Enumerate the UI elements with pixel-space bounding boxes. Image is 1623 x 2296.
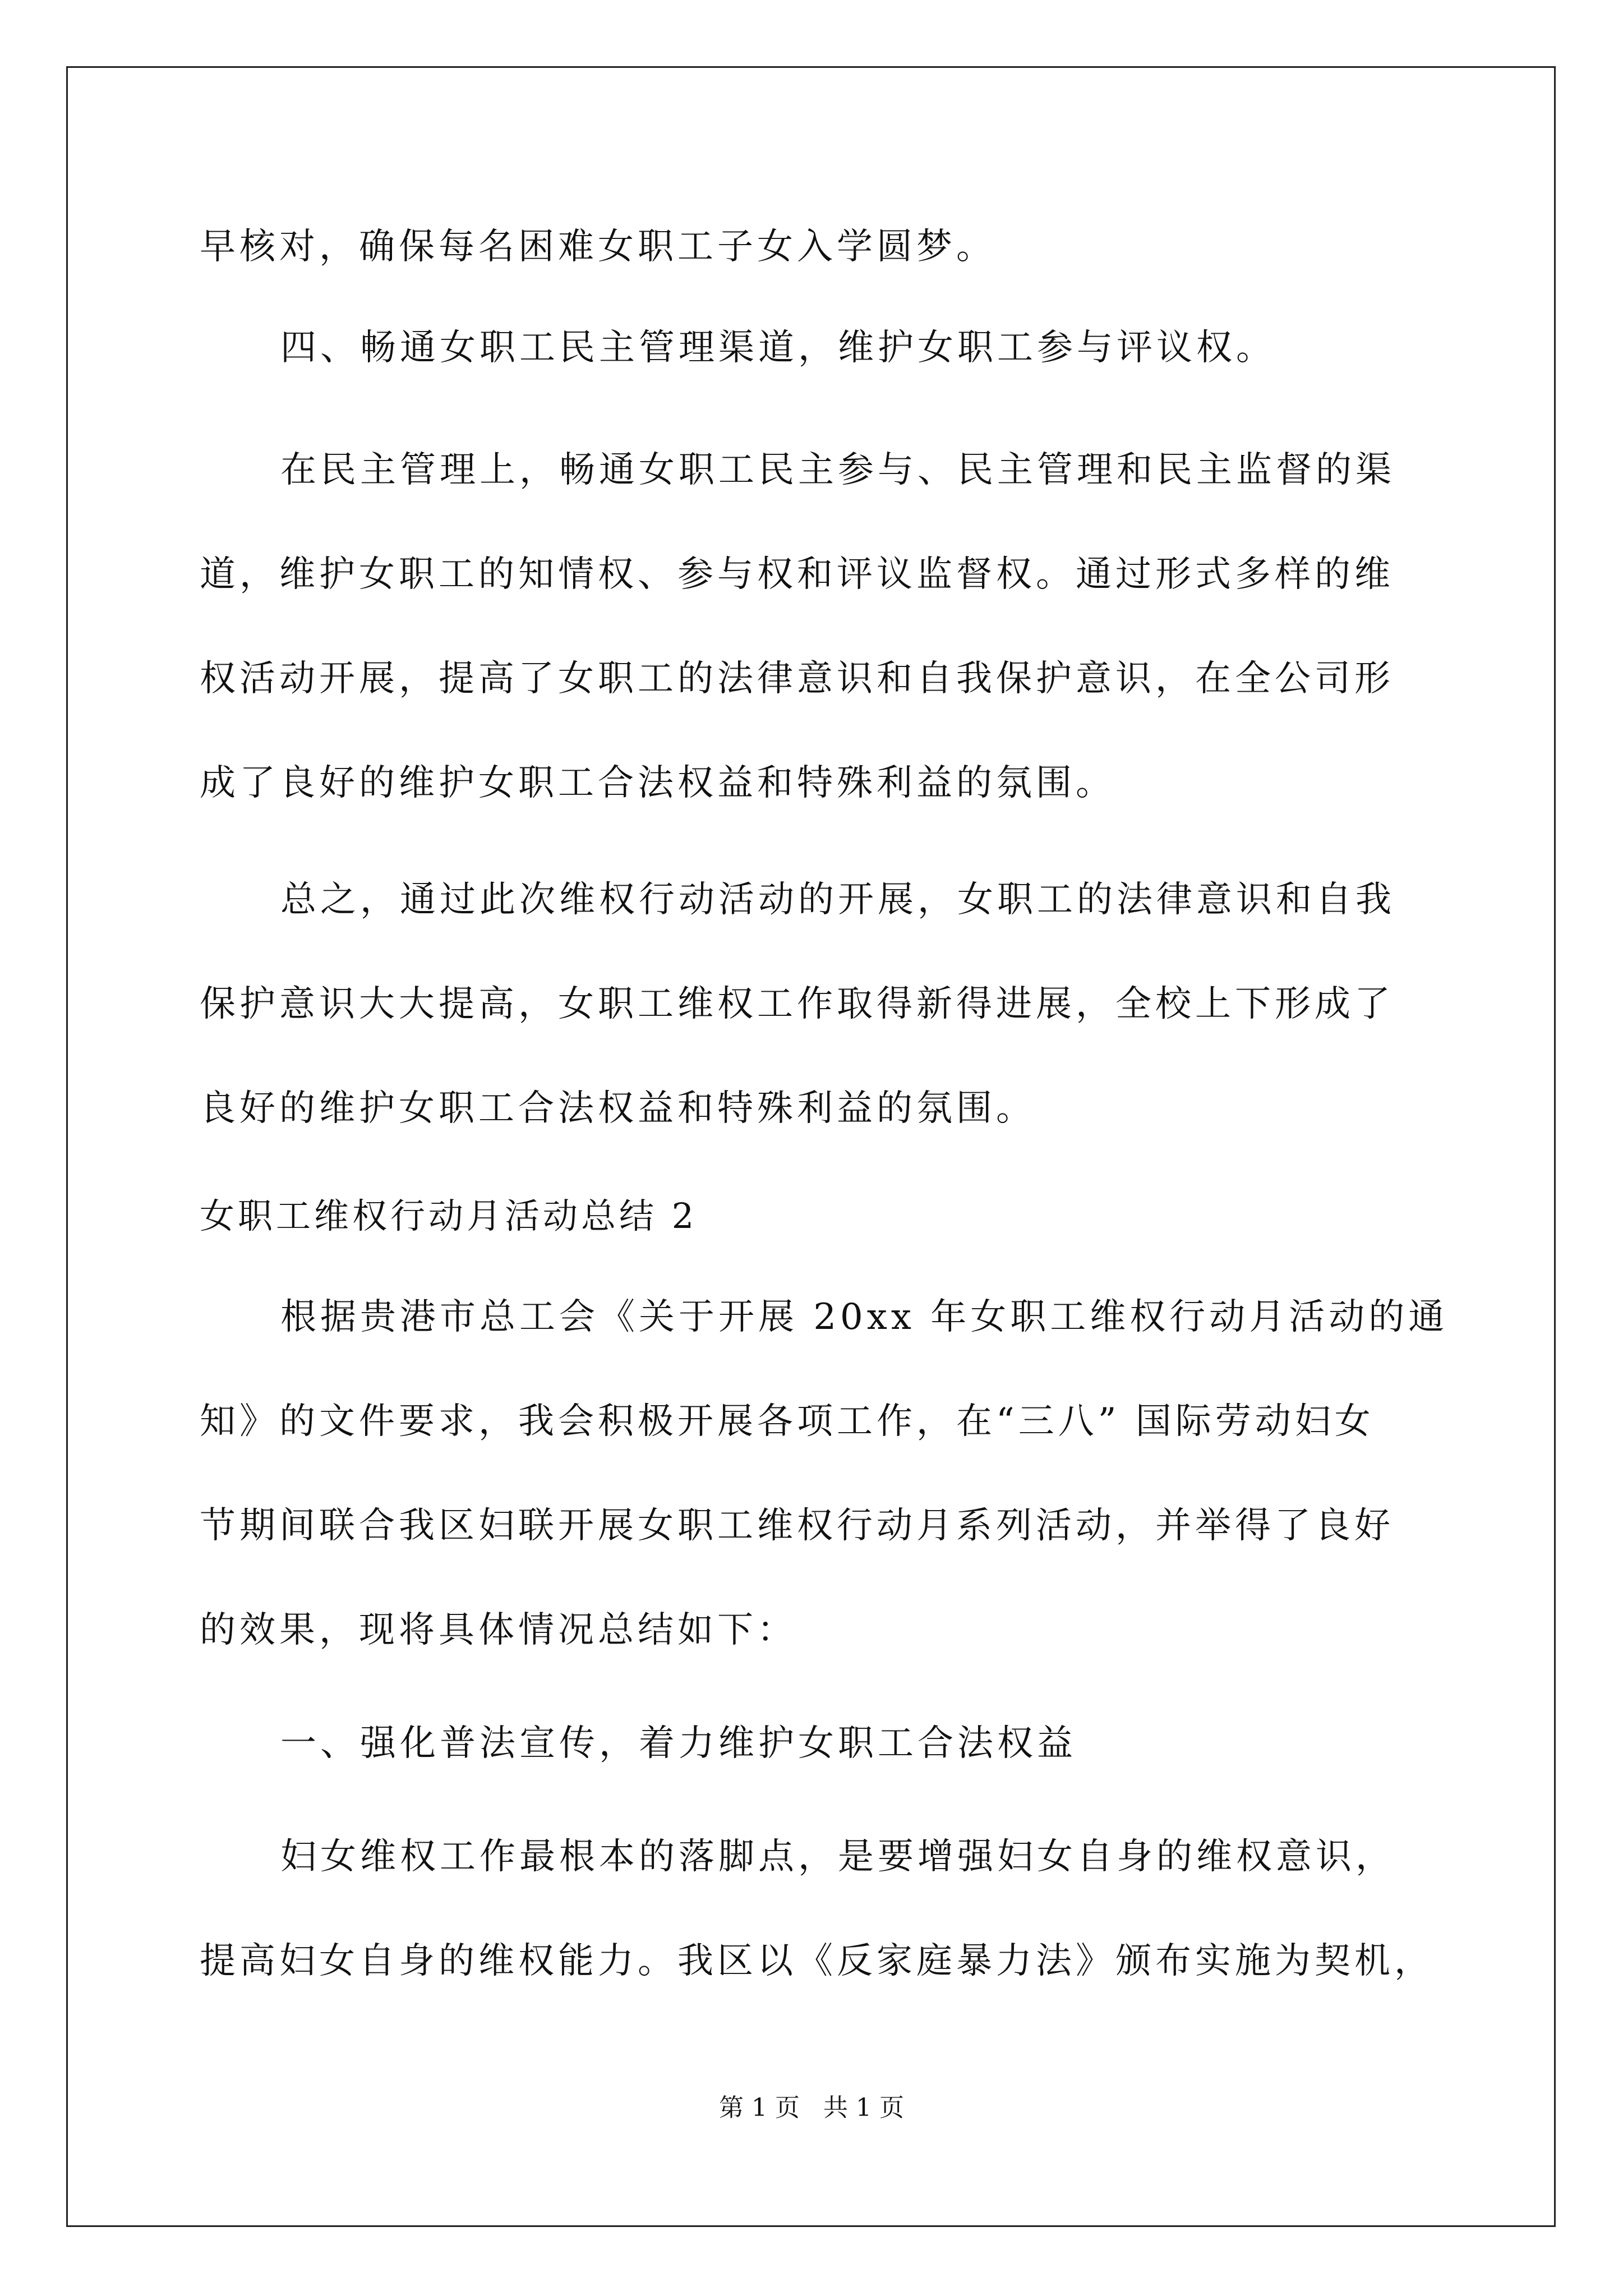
- page-footer: 第 1 页 共 1 页: [719, 2093, 904, 2122]
- text-line: 提高妇女自身的维权能力。我区以《反家庭暴力法》颁布实施为契机，: [200, 1940, 1434, 1982]
- article-title: 女职工维权行动月活动总结 2: [200, 1195, 698, 1236]
- text-line: 早核对，确保每名困难女职工子女入学圆梦。: [200, 226, 996, 268]
- text-line: 良好的维护女职工合法权益和特殊利益的氛围。: [200, 1088, 1036, 1129]
- text-line: 节期间联合我区妇联开展女职工维权行动月系列活动，并举得了良好: [200, 1505, 1394, 1547]
- text-line: 成了良好的维护女职工合法权益和特殊利益的氛围。: [200, 762, 1115, 804]
- text-line: 总之，通过此次维权行动活动的开展，女职工的法律意识和自我: [280, 879, 1395, 921]
- text-line: 道，维护女职工的知情权、参与权和评议监督权。通过形式多样的维: [200, 554, 1394, 595]
- section-heading: 一、强化普法宣传，着力维护女职工合法权益: [280, 1723, 1077, 1764]
- text-line: 在民主管理上，畅通女职工民主参与、民主管理和民主监督的渠: [280, 449, 1395, 491]
- text-line: 权活动开展，提高了女职工的法律意识和自我保护意识，在全公司形: [200, 658, 1394, 700]
- page-border: [66, 66, 1556, 2227]
- text-line: 的效果，现将具体情况总结如下：: [200, 1609, 797, 1651]
- text-line: 知》的文件要求，我会积极开展各项工作，在“三八” 国际劳动妇女: [200, 1401, 1375, 1442]
- section-heading: 四、畅通女职工民主管理渠道，维护女职工参与评议权。: [280, 327, 1276, 369]
- text-line: 妇女维权工作最根本的落脚点，是要增强妇女自身的维权意识，: [280, 1836, 1395, 1878]
- text-line: 保护意识大大提高，女职工维权工作取得新得进展，全校上下形成了: [200, 983, 1394, 1025]
- text-line: 根据贵港市总工会《关于开展 20xx 年女职工维权行动月活动的通: [280, 1296, 1449, 1338]
